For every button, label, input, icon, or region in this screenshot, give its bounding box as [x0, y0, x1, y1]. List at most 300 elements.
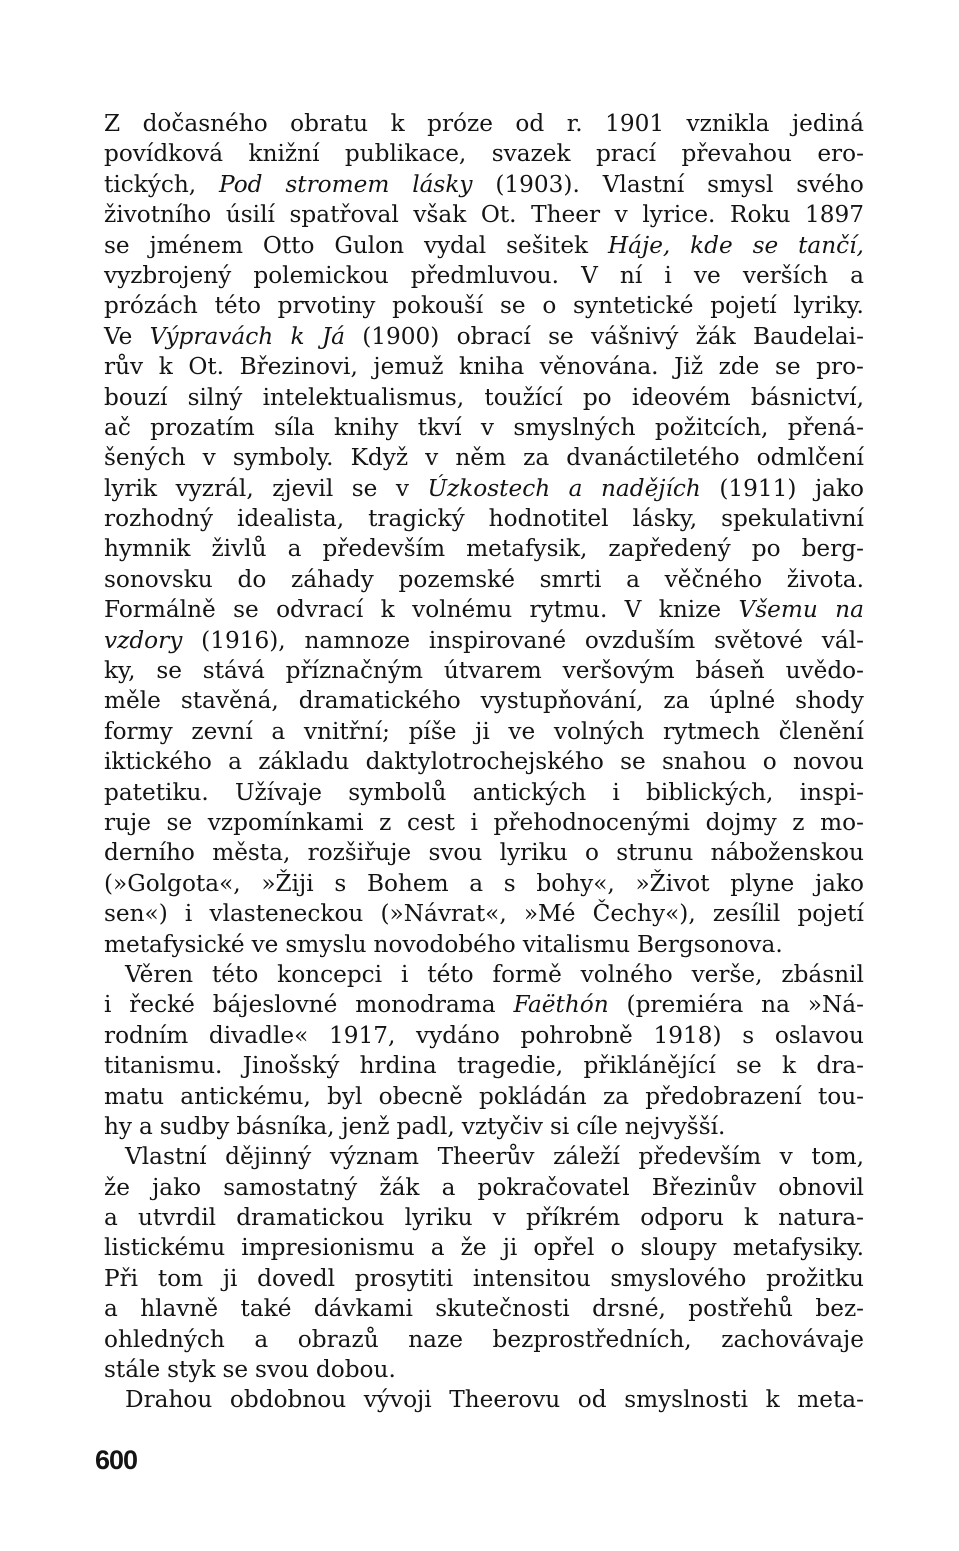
word: divadle« — [208, 1021, 309, 1049]
word: (premiéra — [626, 991, 744, 1019]
word: měle — [104, 687, 161, 715]
word: »Žiji — [261, 869, 314, 897]
word: a — [469, 869, 484, 897]
word: inspi- — [799, 778, 864, 806]
text-line — [104, 1173, 864, 1203]
word: (1916), — [201, 626, 286, 654]
word: ve — [251, 930, 279, 958]
word: svého — [796, 170, 864, 198]
word: prožitku — [766, 1264, 864, 1292]
word: zapředený — [608, 535, 731, 563]
text-line — [104, 1082, 864, 1112]
word: přiklánějící — [583, 1052, 716, 1080]
word: titanismu. — [104, 1052, 223, 1080]
word: pozemské — [398, 565, 515, 593]
word: s — [334, 869, 347, 897]
word: i — [400, 960, 409, 988]
word: vlasteneckou — [209, 900, 364, 928]
word: rytmu. — [529, 596, 608, 624]
word: koncepci — [277, 960, 383, 988]
word: intelektualismus, — [262, 383, 465, 411]
word: snahou — [662, 748, 747, 776]
word: od — [577, 1386, 607, 1414]
word: odporu — [640, 1204, 724, 1232]
word: verše, — [691, 960, 763, 988]
word: spatřoval — [289, 201, 399, 229]
word: věčného — [664, 565, 763, 593]
word: vášnivý — [590, 322, 679, 350]
word: Čechy«), — [592, 900, 696, 928]
word: s — [742, 1021, 755, 1049]
word: Gulon — [334, 231, 405, 259]
word: plyne — [730, 869, 795, 897]
word: styk — [167, 1356, 216, 1384]
word: a — [287, 535, 302, 563]
word: jako — [814, 474, 864, 502]
word: silný — [187, 383, 243, 411]
word: antickému, — [180, 1082, 311, 1110]
word: Drahou — [125, 1386, 213, 1414]
text-line — [104, 747, 864, 777]
word: Bergsonova. — [636, 930, 783, 958]
word: zachovávaje — [721, 1325, 864, 1353]
word: města, — [212, 839, 291, 867]
word: listickému — [104, 1234, 226, 1262]
word: Když — [350, 444, 409, 472]
word: smyslového — [610, 1264, 747, 1292]
word: lásky, — [632, 505, 698, 533]
text-line — [104, 595, 864, 625]
word: se — [548, 322, 574, 350]
word: se — [233, 596, 259, 624]
word: bájeslovné — [212, 991, 338, 1019]
word: 1901 — [605, 110, 665, 137]
word: byl — [327, 1082, 363, 1110]
text-line — [104, 352, 864, 382]
word: vystupňování, — [480, 687, 644, 715]
word: Z — [104, 110, 121, 137]
word: ohledných — [104, 1325, 225, 1353]
word: nejvyšší. — [624, 1112, 726, 1140]
page-number: 600 — [95, 1445, 138, 1475]
word: zjevil — [272, 474, 334, 502]
word: a — [850, 261, 864, 289]
word: i — [184, 900, 193, 928]
text-line — [104, 960, 864, 990]
word: ač — [104, 413, 131, 441]
word: životního — [104, 201, 212, 229]
word: shody — [795, 687, 864, 715]
word: dvanáctiletého — [566, 444, 740, 472]
word: matu — [104, 1082, 165, 1110]
word: šených — [104, 444, 186, 472]
word: obrazů — [297, 1325, 379, 1353]
word: od — [515, 110, 545, 137]
text-line — [104, 474, 864, 504]
word: Již — [674, 353, 704, 381]
word: Březinovi, — [239, 353, 358, 381]
word: záhady — [291, 565, 374, 593]
word: syntetické — [573, 292, 694, 320]
italic-word: tančí, — [798, 231, 864, 259]
word: dobou. — [315, 1356, 396, 1384]
word: se — [166, 808, 193, 836]
word: ji — [475, 717, 490, 745]
word: píše — [408, 717, 457, 745]
word: Otto — [262, 231, 315, 259]
word: na — [761, 991, 790, 1019]
word: naze — [408, 1325, 463, 1353]
word: utvrdil — [137, 1204, 217, 1232]
text-line — [104, 383, 864, 413]
word: V — [581, 261, 598, 289]
text-line — [104, 231, 864, 261]
word: zesílil — [712, 900, 781, 928]
word: metafysik, — [466, 535, 588, 563]
word: básnictví, — [750, 383, 864, 411]
italic-word: k — [290, 322, 305, 350]
word: dra- — [816, 1052, 864, 1080]
word: života. — [786, 565, 864, 593]
text-line — [104, 413, 864, 443]
word: se — [351, 474, 378, 502]
word: k — [380, 596, 395, 624]
word: cest — [406, 808, 455, 836]
italic-word: na — [835, 596, 864, 624]
word: kniha — [459, 353, 525, 381]
text-line — [104, 170, 864, 200]
word: jemuž — [373, 353, 444, 381]
italic-word: nadějích — [600, 474, 701, 502]
word: záleží — [553, 1143, 620, 1171]
word: základu — [258, 748, 350, 776]
word: po — [582, 383, 612, 411]
word: dramatickou — [236, 1204, 385, 1232]
word: volného — [580, 960, 673, 988]
word: Roku — [730, 201, 791, 229]
italic-word: se — [752, 231, 779, 259]
word: ruje — [104, 808, 151, 836]
text-line — [104, 534, 864, 564]
word: Theerův — [437, 1143, 535, 1171]
word: žák — [695, 322, 736, 350]
word: impresionismu — [241, 1234, 415, 1262]
word: sloupy — [640, 1234, 717, 1262]
word: předmluvou. — [410, 261, 559, 289]
word: této — [427, 960, 474, 988]
word: (1911) — [719, 474, 797, 502]
word: tom, — [811, 1143, 864, 1171]
word: obratu — [290, 110, 369, 137]
text-line — [104, 930, 864, 960]
text-line — [104, 1203, 864, 1233]
word: Formálně — [104, 596, 216, 624]
word: ji — [502, 1234, 518, 1262]
word: odmlčení — [756, 444, 864, 472]
word: rodním — [104, 1021, 189, 1049]
word: se — [620, 748, 646, 776]
word: toužící — [484, 383, 563, 411]
word: verších — [742, 261, 829, 289]
word: natura- — [778, 1204, 864, 1232]
word: opřel — [533, 1234, 595, 1262]
word: převahou — [681, 140, 792, 168]
word: 1897 — [804, 201, 864, 229]
word: hlavně — [140, 1295, 219, 1323]
word: metafysiky. — [732, 1234, 864, 1262]
word: padl, — [396, 1112, 455, 1140]
word: pojetí — [710, 292, 777, 320]
word: symbolů — [348, 778, 447, 806]
word: i — [612, 778, 620, 806]
text-line — [104, 261, 864, 291]
text-line — [104, 656, 864, 686]
word: svou — [428, 839, 483, 867]
word: této — [211, 960, 259, 988]
word: sešitek — [506, 231, 589, 259]
word: spekulativní — [721, 505, 864, 533]
word: knižní — [248, 140, 320, 168]
word: prosytiti — [354, 1264, 454, 1292]
text-line — [104, 1051, 864, 1081]
word: Ve — [104, 322, 133, 350]
word: si — [549, 1112, 570, 1140]
word: lyriku — [499, 839, 568, 867]
word: za — [602, 1082, 629, 1110]
word: i — [104, 991, 112, 1019]
word: však — [413, 201, 467, 229]
word: lyrice. — [642, 201, 716, 229]
word: o — [610, 1234, 625, 1262]
word: že — [104, 1173, 130, 1201]
word: »Ná- — [807, 991, 864, 1019]
word: stále — [104, 1356, 161, 1384]
word: z — [379, 808, 392, 836]
word: požitcích, — [654, 413, 769, 441]
word: k — [782, 1052, 797, 1080]
text-line — [104, 838, 864, 868]
word: o — [762, 748, 777, 776]
word: předobrazení — [645, 1082, 802, 1110]
body-text — [104, 109, 864, 1416]
text-line — [104, 1233, 864, 1263]
word: drsné, — [592, 1295, 666, 1323]
word: tom — [157, 1264, 204, 1292]
text-line — [104, 1325, 864, 1355]
word: ero- — [817, 140, 864, 168]
word: Ot. — [188, 353, 225, 381]
word: monodrama — [355, 991, 496, 1019]
word: v — [395, 474, 409, 502]
italic-word: Já — [321, 322, 345, 350]
word: próze — [427, 110, 493, 137]
word: cíle — [576, 1112, 618, 1140]
word: intensitou — [472, 1264, 591, 1292]
italic-word: Faëthón — [513, 991, 609, 1019]
word: skutečnosti — [435, 1295, 570, 1323]
word: oslavou — [774, 1021, 864, 1049]
word: se — [499, 292, 526, 320]
word: novou — [793, 748, 864, 776]
word: dějinný — [225, 1143, 312, 1171]
word: především — [638, 1143, 762, 1171]
word: dovedl — [257, 1264, 336, 1292]
italic-word: Všemu — [738, 596, 818, 624]
text-line — [104, 717, 864, 747]
word: sen«) — [104, 900, 168, 928]
word: k — [765, 1386, 780, 1414]
word: tou- — [817, 1082, 864, 1110]
word: vznikla — [686, 110, 770, 137]
word: k — [744, 1204, 759, 1232]
word: bez- — [815, 1295, 864, 1323]
word: smysl — [707, 170, 774, 198]
word: pro- — [816, 353, 864, 381]
word: vztyčiv — [461, 1112, 544, 1140]
word: obecně — [378, 1082, 463, 1110]
italic-word: Háje, — [607, 231, 671, 259]
word: vnitřní; — [303, 717, 390, 745]
word: živlů — [211, 535, 267, 563]
word: a — [254, 1325, 269, 1353]
word: rozhodný — [104, 505, 214, 533]
text-line — [104, 869, 864, 899]
word: jako — [152, 1173, 202, 1201]
word: ideovém — [631, 383, 731, 411]
word: i — [470, 808, 478, 836]
word: Ot. — [480, 201, 517, 229]
word: tragický — [368, 505, 465, 533]
word: ní — [619, 261, 643, 289]
word: hrdina — [359, 1052, 437, 1080]
text-line — [104, 1264, 864, 1294]
text-line — [104, 1294, 864, 1324]
word: vyzrál, — [175, 474, 254, 502]
word: a — [104, 1295, 118, 1323]
word: biblických, — [646, 778, 774, 806]
word: především — [322, 535, 446, 563]
word: patetiku. — [104, 778, 209, 806]
word: věnována. — [539, 353, 659, 381]
word: uvědo- — [785, 657, 864, 685]
word: r. — [566, 110, 583, 137]
word: v — [492, 1204, 506, 1232]
text-line — [104, 686, 864, 716]
text-line — [104, 899, 864, 929]
word: formy — [104, 717, 173, 745]
word: pokouší — [392, 292, 484, 320]
text-line — [104, 1355, 864, 1385]
word: Baudelai- — [753, 322, 864, 350]
word: svazek — [491, 140, 571, 168]
italic-word: kde — [690, 231, 733, 259]
word: jenž — [341, 1112, 390, 1140]
word: dávkami — [313, 1295, 413, 1323]
word: vzpomínkami — [207, 808, 364, 836]
word: prací — [595, 140, 657, 168]
word: obrací — [456, 322, 531, 350]
word: volnému — [412, 596, 513, 624]
word: a — [139, 1112, 153, 1140]
word: ji — [222, 1264, 238, 1292]
word: knize — [658, 596, 722, 624]
word: z — [792, 808, 805, 836]
word: obnovil — [778, 1173, 864, 1201]
text-line — [104, 443, 864, 473]
word: vál- — [821, 626, 864, 654]
word: bohy«, — [536, 869, 615, 897]
word: volných — [553, 717, 645, 745]
word: (1903). — [495, 170, 580, 198]
word: obdobnou — [229, 1386, 347, 1414]
word: meta- — [797, 1386, 864, 1414]
text-line — [104, 626, 864, 656]
word: prozatím — [150, 413, 255, 441]
word: a — [441, 1173, 456, 1201]
word: zbásnil — [781, 960, 864, 988]
word: báseň — [695, 657, 765, 685]
word: básníka, — [236, 1112, 335, 1140]
word: ovzduším — [584, 626, 696, 654]
word: v — [779, 1143, 793, 1171]
text-line — [104, 1021, 864, 1051]
word: řecké — [129, 991, 195, 1019]
word: Při — [104, 1264, 139, 1292]
word: i — [664, 261, 672, 289]
word: stává — [202, 657, 265, 685]
word: symboly. — [232, 444, 334, 472]
word: hymnik — [104, 535, 191, 563]
italic-word: stromem — [285, 170, 390, 198]
italic-word: Pod — [219, 170, 263, 198]
word: metafysické — [104, 930, 245, 958]
text-line — [104, 109, 864, 139]
word: rytmech — [662, 717, 761, 745]
word: vydáno — [416, 1021, 500, 1049]
word: Vlastní — [602, 170, 685, 198]
word: (»Návrat«, — [380, 900, 507, 928]
text-line — [104, 322, 864, 352]
word: a — [626, 565, 640, 593]
text-line — [104, 1112, 864, 1142]
word: příznačným — [285, 657, 423, 685]
word: jediná — [791, 110, 864, 137]
word: formě — [492, 960, 562, 988]
text-line — [104, 504, 864, 534]
word: rozšiřuje — [307, 839, 412, 867]
italic-word: Výpravách — [149, 322, 274, 350]
word: bezprostředních, — [492, 1325, 692, 1353]
word: k — [390, 110, 405, 137]
word: inspirované — [428, 626, 567, 654]
word: Březinův — [651, 1173, 757, 1201]
word: rův — [104, 353, 144, 381]
word: stavěná, — [180, 687, 279, 715]
word: a — [104, 1204, 118, 1232]
word: dojmy — [705, 808, 777, 836]
word: za — [663, 687, 690, 715]
italic-word: vzdory — [104, 626, 183, 654]
word: vyzbrojený — [104, 261, 232, 289]
word: úsilí — [225, 201, 275, 229]
word: se — [222, 1356, 249, 1384]
italic-word: a — [568, 474, 583, 502]
word: se — [104, 231, 130, 259]
word: ve — [508, 717, 536, 745]
word: idealista, — [237, 505, 345, 533]
text-line — [104, 139, 864, 169]
word: sudby — [159, 1112, 230, 1140]
